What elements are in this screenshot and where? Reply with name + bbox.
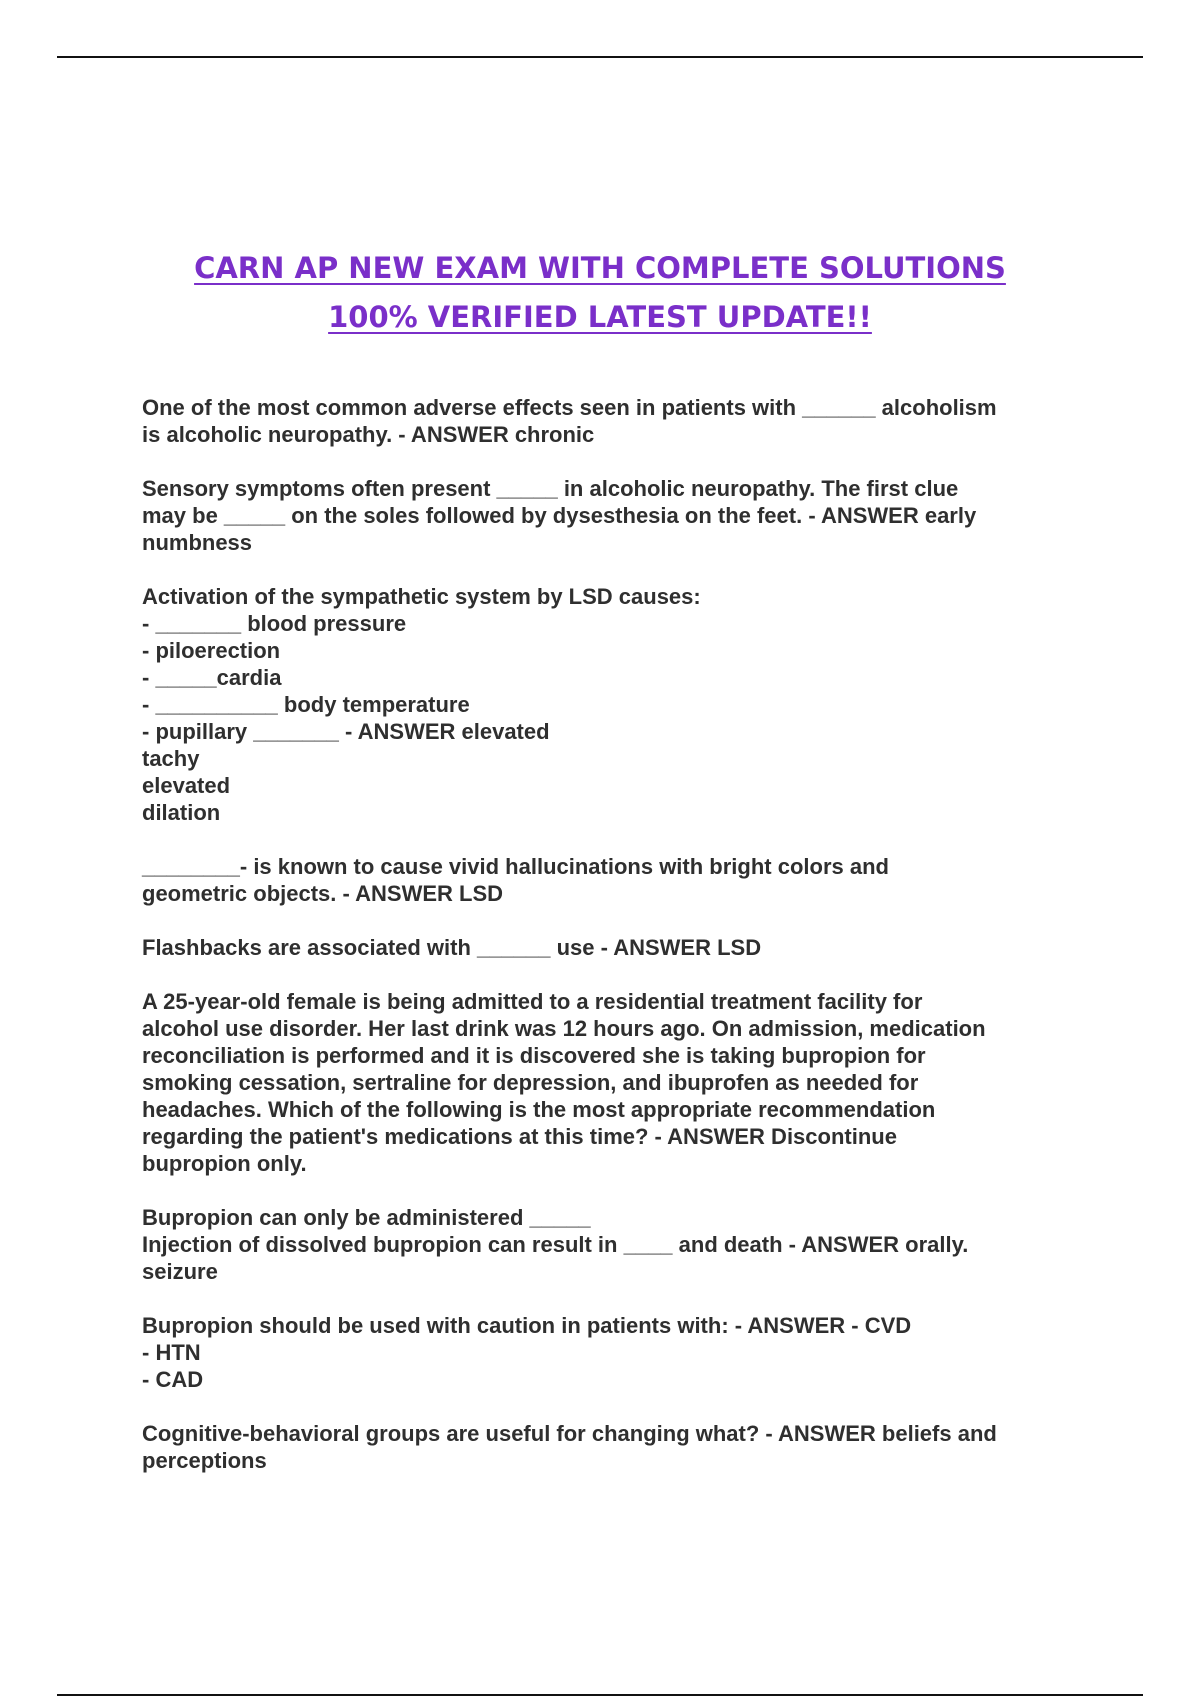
question-item: Flashbacks are associated with ______ use - ANSWER LSD (142, 935, 762, 960)
title-line-2: 100% VERIFIED LATEST UPDATE!! (328, 300, 872, 334)
bottom-divider (57, 1694, 1143, 1696)
question-item: Activation of the sympathetic system by LSD causes: - _______ blood pressure - piloerection - _____cardia - __________ body temperature - pupillary _______ - ANSWER elevated tachy elevated dilation (142, 584, 701, 825)
question-item: Cognitive-behavioral groups are useful for changing what? - ANSWER beliefs and perceptions (142, 1421, 997, 1473)
title-line-1: CARN AP NEW EXAM WITH COMPLETE SOLUTIONS (194, 251, 1006, 285)
question-item: ________- is known to cause vivid hallucinations with bright colors and geometric objects. - ANSWER LSD (142, 854, 889, 906)
question-item: Sensory symptoms often present _____ in alcoholic neuropathy. The first clue may be _____ on the soles followed by dysesthesia on the feet. - ANSWER early numbness (142, 476, 977, 555)
question-list (142, 394, 1072, 1501)
document-title (100, 244, 1100, 342)
question-item: Bupropion can only be administered _____ Injection of dissolved bupropion can result in ____ and death - ANSWER orally. seizure (142, 1205, 969, 1284)
question-item: One of the most common adverse effects seen in patients with ______ alcoholism is alcoholic neuropathy. - ANSWER chronic (142, 395, 997, 447)
top-divider (57, 56, 1143, 58)
question-item: Bupropion should be used with caution in patients with: - ANSWER - CVD - HTN - CAD (142, 1313, 912, 1392)
question-item: A 25-year-old female is being admitted to a residential treatment facility for alcohol use disorder. Her last drink was 12 hours ago. On admission, medication reconciliation is performed and it is discovered she is taking bupropion for smoking cessation, sertraline for depression, and ibuprofen as needed for headaches. Which of the following is the most appropriate recommendation regarding the patient's medications at this time? - ANSWER Discontinue bupropion only. (142, 989, 986, 1176)
